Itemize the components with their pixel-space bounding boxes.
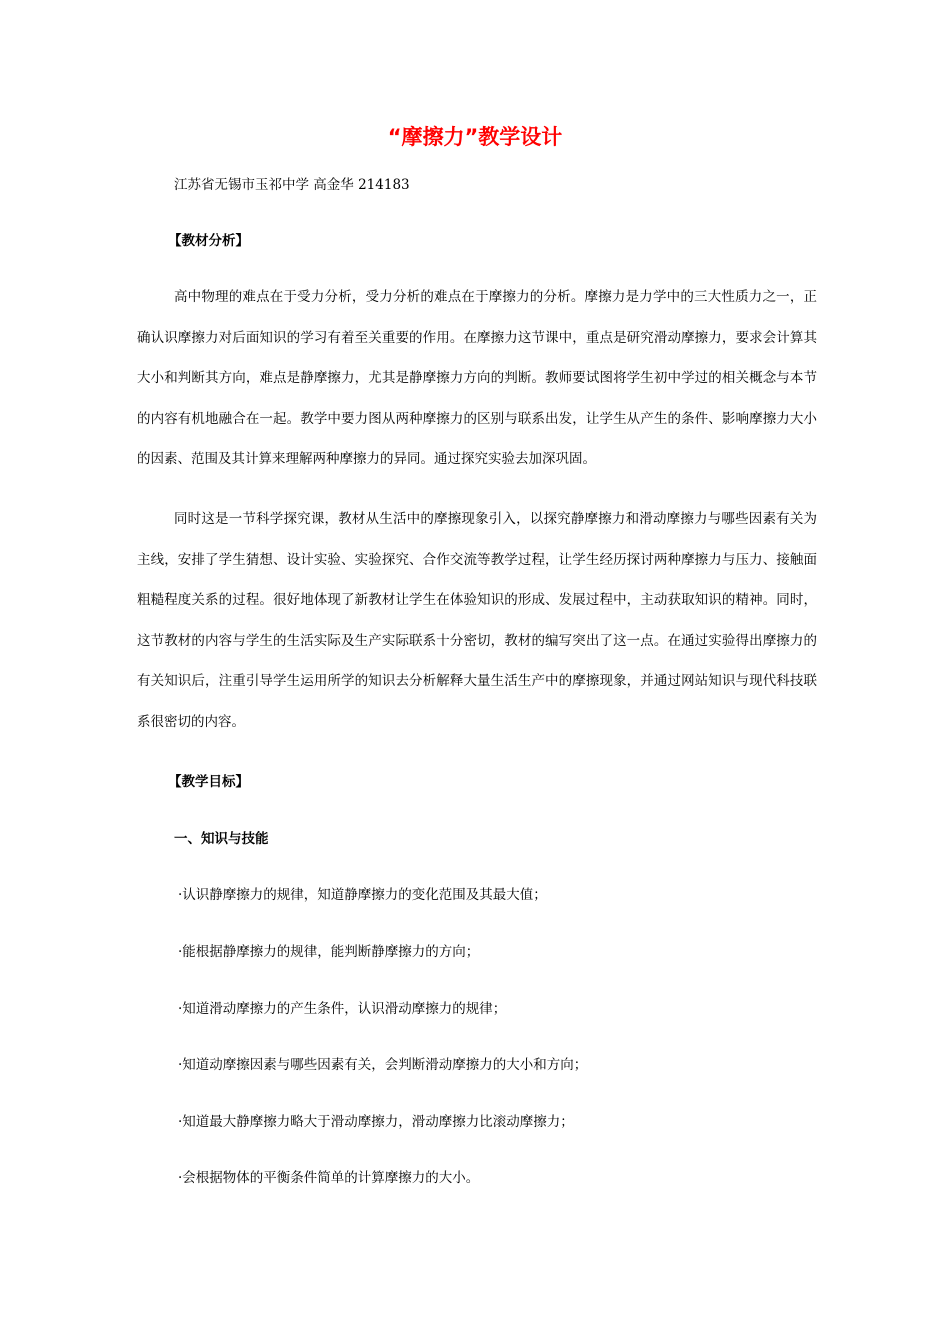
list-item: ·知道动摩擦因素与哪些因素有关，会判断滑动摩擦力的大小和方向； bbox=[178, 1057, 588, 1073]
paragraph-material-analysis-1: 高中物理的难点在于受力分析，受力分析的难点在于摩擦力的分析。摩擦力是力学中的三大性质力之一，正确认识摩擦力对后面知识的学习有着至关重要的作用。在摩擦力这节课中，重点是研究滑动摩擦力，要求会计算其大小和判断其方向，难点是静摩擦力，尤其是静摩擦力方向的判断。教师要试图将学生初中学过的相关概念与本节的内容有机地融合在一起。教学中要力图从两种摩擦力的区别与联系出发，让学生从产生的条件、影响摩擦力大小的因素、范围及其计算来理解两种摩擦力的异同。通过探究实验去加深巩固。 bbox=[137, 289, 817, 467]
subheading-knowledge-skills: 一、知识与技能 bbox=[174, 831, 269, 847]
list-item: ·能根据静摩擦力的规律，能判断静摩擦力的方向； bbox=[178, 944, 480, 960]
paragraph-material-analysis-2: 同时这是一节科学探究课，教材从生活中的摩擦现象引入，以探究静摩擦力和滑动摩擦力与哪些因素有关为主线，安排了学生猜想、设计实验、实验探究、合作交流等教学过程，让学生经历探讨两种摩擦力与压力、接触面粗糙程度关系的过程。很好地体现了新教材让学生在体验知识的形成、发展过程中，主动获取知识的精神。同时，这节教材的内容与学生的生活实际及生产实际联系十分密切，教材的编写突出了这一点。在通过实验得出摩擦力的有关知识后，注重引导学生运用所学的知识去分析解释大量生活生产中的摩擦现象，并通过网站知识与现代科技联系很密切的内容。 bbox=[137, 511, 817, 730]
list-item: ·知道滑动摩擦力的产生条件，认识滑动摩擦力的规律； bbox=[178, 1001, 507, 1017]
author-line: 江苏省无锡市玉祁中学 高金华 214183 bbox=[174, 177, 410, 193]
section-heading-material-analysis: 【教材分析】 bbox=[168, 233, 249, 249]
list-item: ·认识静摩擦力的规律，知道静摩擦力的变化范围及其最大值； bbox=[178, 887, 547, 903]
list-item: ·会根据物体的平衡条件简单的计算摩擦力的大小。 bbox=[178, 1170, 480, 1186]
section-heading-teaching-goals: 【教学目标】 bbox=[168, 774, 249, 790]
document-title: “摩擦力”教学设计 bbox=[387, 125, 563, 149]
list-item: ·知道最大静摩擦力略大于滑动摩擦力，滑动摩擦力比滚动摩擦力； bbox=[178, 1114, 574, 1130]
